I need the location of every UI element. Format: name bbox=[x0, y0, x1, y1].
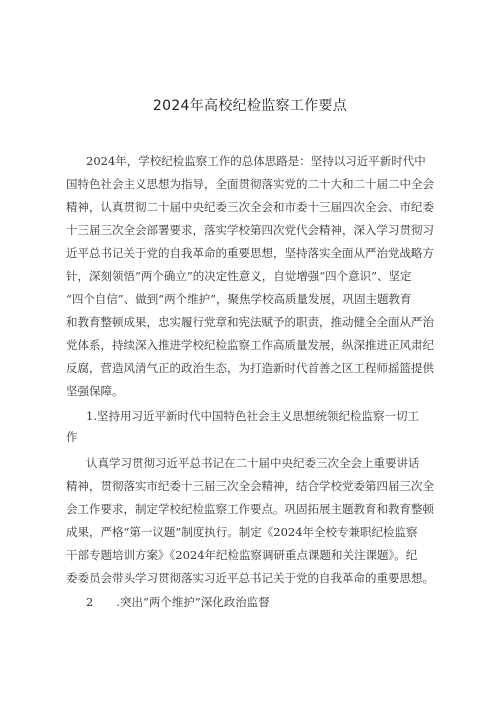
paragraph-line: 国特色社会主义思想为指导，全面贯彻落实党的二十大和二十届二中全会 bbox=[66, 177, 434, 191]
paragraph-line: 党体系，持续深入推进学校纪检监察工作高质量发展，纵深推进正风肃纪 bbox=[66, 338, 434, 352]
paragraph-line: 坚强保障。 bbox=[66, 384, 124, 398]
paragraph-line: 干部专题培训方案》《2024年纪检监察调研重点课题和关注课题》。纪 bbox=[66, 548, 418, 562]
section-heading-continuation: 作 bbox=[66, 430, 78, 444]
paragraph-line: 2024年，学校纪检监察工作的总体思路是：坚持以习近平新时代中 bbox=[86, 154, 426, 168]
paragraph-line: 精神，贯彻落实市纪委十三届三次全会精神，结合学校党委第四届三次全 bbox=[66, 479, 434, 493]
paragraph-line: 近平总书记关于党的自我革命的重要思想，坚持落实全面从严治党战略方 bbox=[66, 246, 434, 260]
paragraph-line: 成果，严格“第一议题”制度执行。制定《2024年全校专兼职纪检监察 bbox=[66, 525, 418, 539]
paragraph-line: 针，深刻领悟“两个确立”的决定性意义，自觉增强“四个意识”、坚定 bbox=[66, 269, 412, 283]
paragraph-line: 精神，认真贯彻二十届中央纪委三次全会和市委十三届四次全会、市纪委 bbox=[66, 200, 434, 214]
paragraph-line: 会工作要求，制定学校纪检监察工作要点。巩固拓展主题教育和教育整顿 bbox=[66, 502, 434, 516]
paragraph-line: “四个自信”、做到“两个维护”，聚焦学校高质量发展，巩固主题教育 bbox=[66, 292, 412, 306]
paragraph-line: 认真学习贯彻习近平总书记在二十届中央纪委三次全会上重要讲话 bbox=[86, 456, 420, 470]
paragraph-line: 委委员会带头学习贯彻落实习近平总书记关于党的自我革命的重要思想。 bbox=[66, 571, 434, 585]
section-heading: 2 .突出“两个维护”深化政治监督 bbox=[86, 595, 270, 609]
section-heading: 1.坚持用习近平新时代中国特色社会主义思想统领纪检监察一切工 bbox=[86, 409, 419, 423]
paragraph-line: 和教育整顿成果，忠实履行党章和宪法赋予的职责，推动健全全面从严治 bbox=[66, 315, 434, 329]
document-title: 2024年高校纪检监察工作要点 bbox=[152, 98, 348, 114]
paragraph-line: 反腐，营造风清气正的政治生态，为打造新时代首善之区工程师摇篮提供 bbox=[66, 361, 434, 375]
paragraph-line: 十三届三次全会部署要求，落实学校第四次党代会精神，深入学习贯彻习 bbox=[66, 223, 434, 237]
